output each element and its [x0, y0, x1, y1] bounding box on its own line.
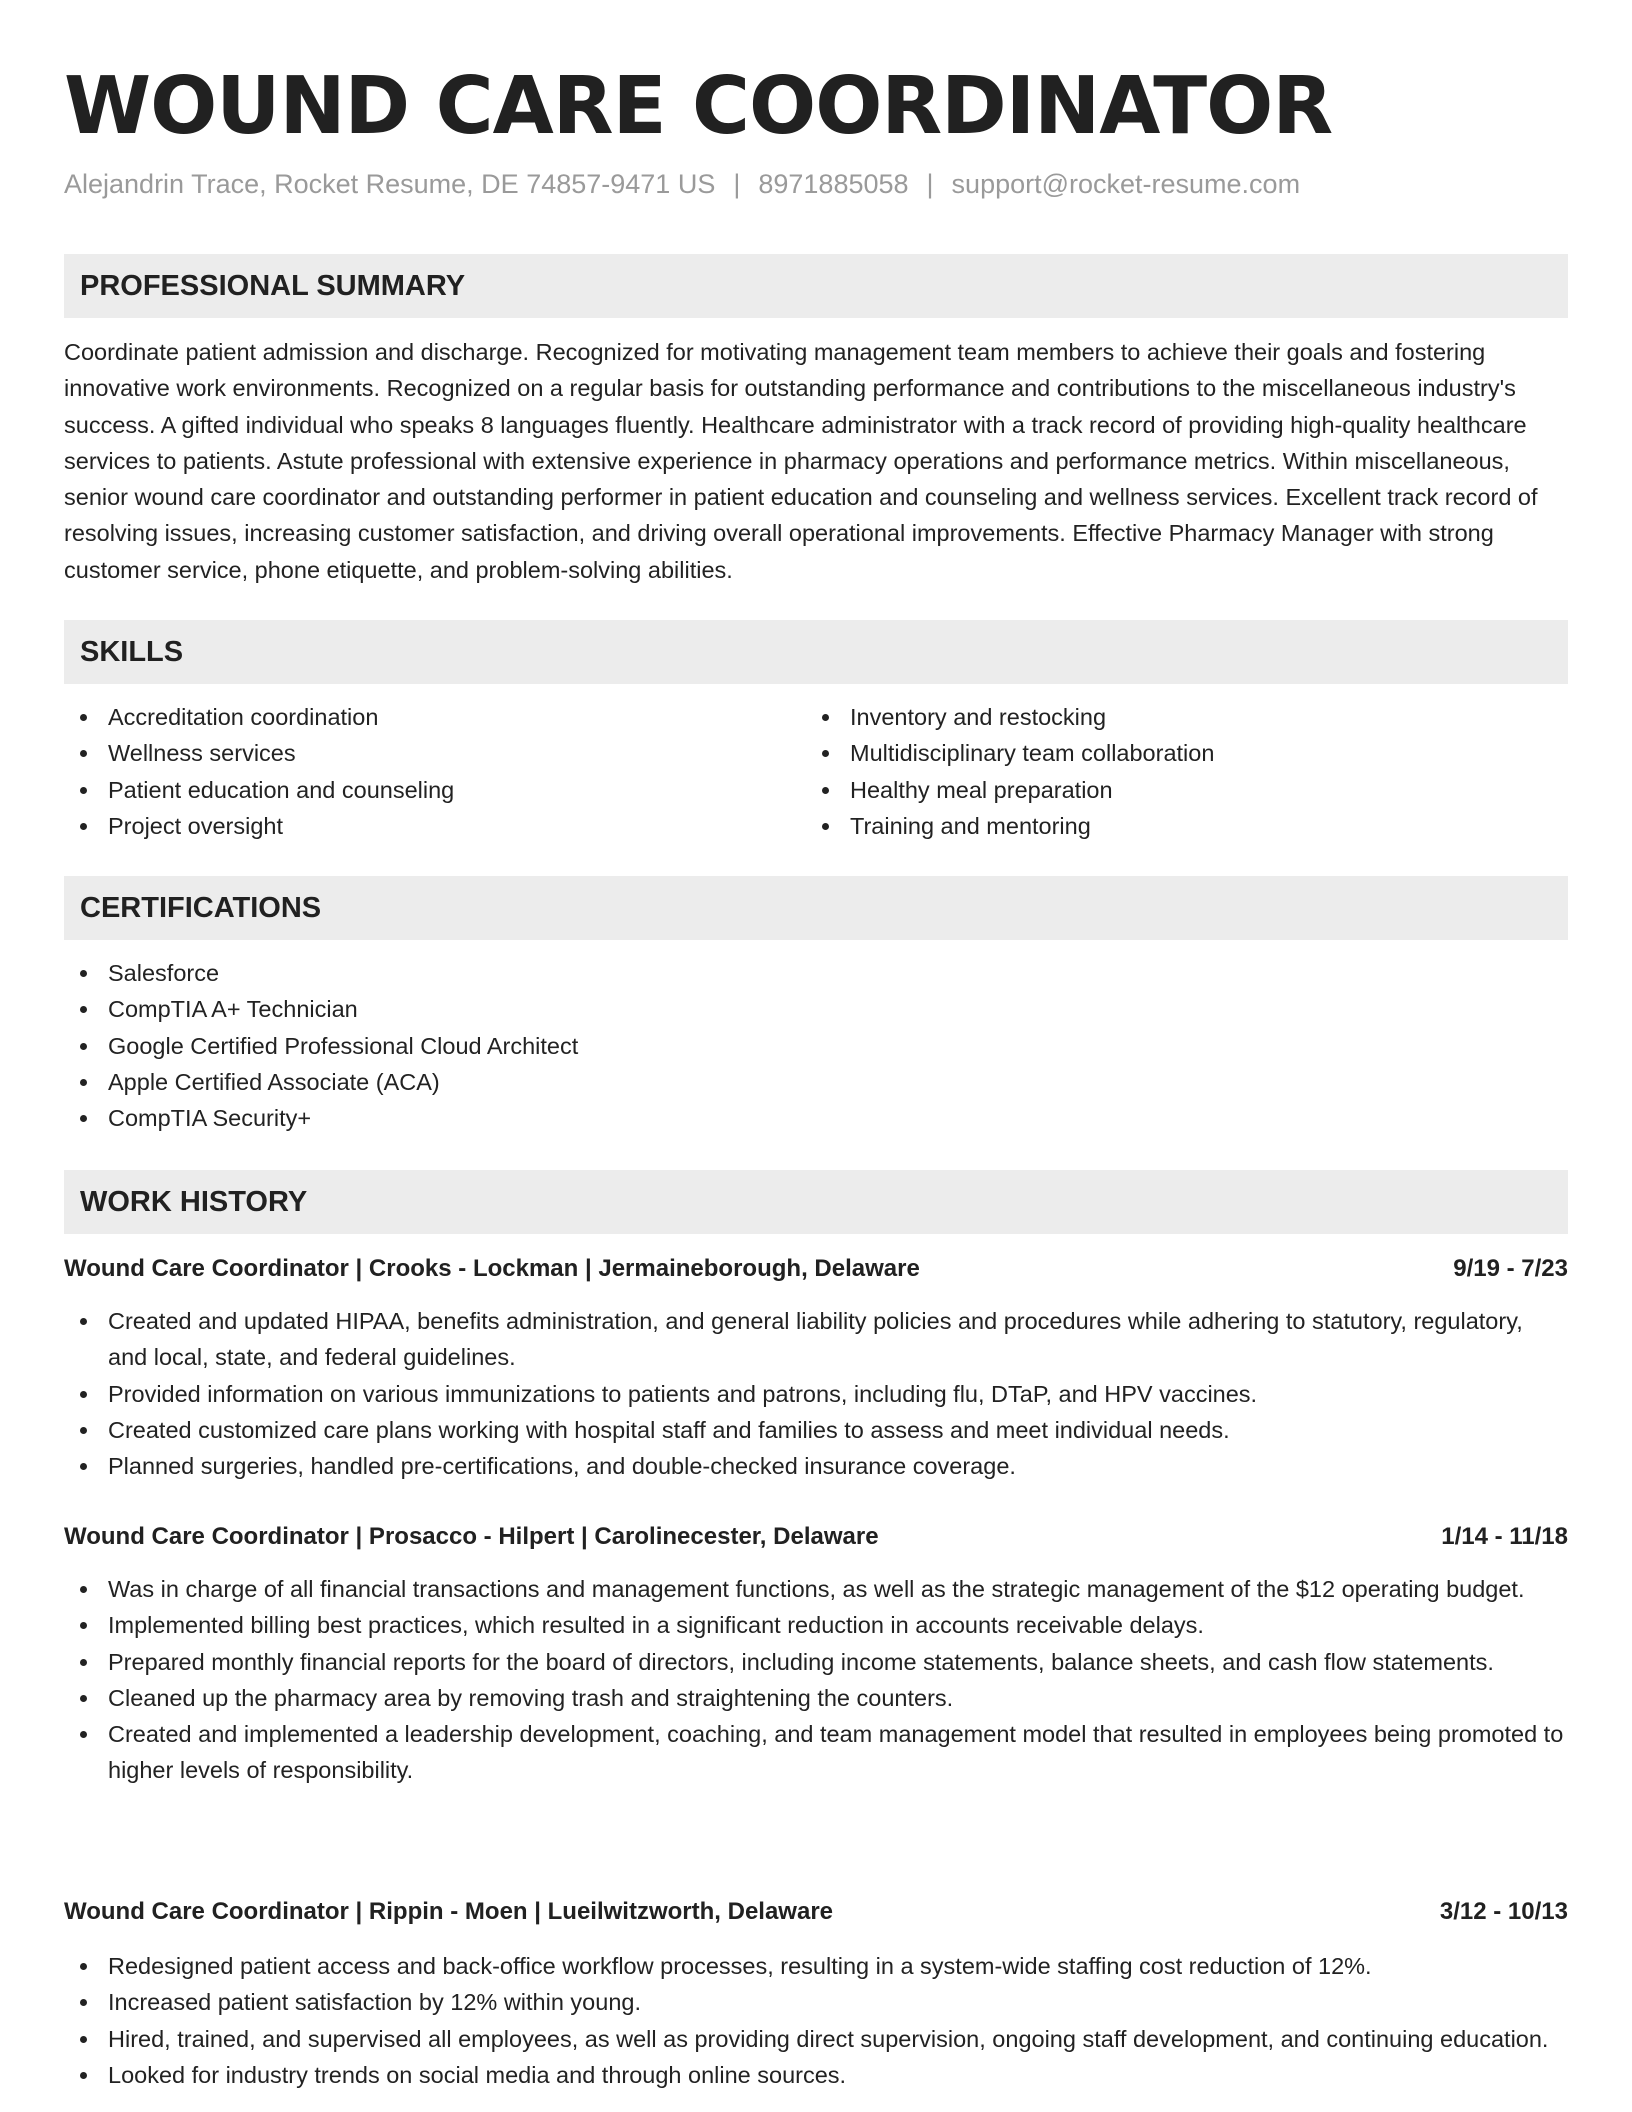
- job-bullet: Increased patient satisfaction by 12% within young.: [64, 1984, 1568, 2020]
- job-title-text: Wound Care Coordinator | Prosacco - Hilpert | Carolinecester, Delaware: [64, 1523, 879, 1550]
- job-bullet: Created customized care plans working with hospital staff and families to assess and meet individual needs.: [64, 1412, 1568, 1448]
- contact-line: [64, 166, 1300, 202]
- job-bullets: [64, 1571, 1568, 1789]
- job-bullet: Created and implemented a leadership development, coaching, and team management model that resulted in employees being promoted to higher levels of responsibility.: [64, 1716, 1568, 1789]
- job-bullet: Redesigned patient access and back-office workflow processes, resulting in a system-wide staffing cost reduction of 12%.: [64, 1948, 1568, 1984]
- resume-name: WOUND CARE COORDINATOR: [64, 60, 1333, 152]
- job-dates: 3/12 - 10/13: [1439, 1898, 1568, 1925]
- certification-item: Apple Certified Associate (ACA): [64, 1064, 1568, 1100]
- job-bullet: Created and updated HIPAA, benefits administration, and general liability policies and procedures while adhering to statutory, regulatory, and local, state, and federal guidelines.: [64, 1303, 1568, 1376]
- skill-item: Project oversight: [64, 808, 804, 844]
- job-heading: [64, 1894, 1568, 1930]
- job-dates: 1/14 - 11/18: [1441, 1523, 1568, 1550]
- contact-phone: 8971885058: [758, 169, 909, 199]
- job-bullets: [64, 1303, 1568, 1484]
- contact-separator: |: [926, 169, 934, 199]
- contact-email: support@rocket-resume.com: [951, 169, 1301, 199]
- skill-item: Healthy meal preparation: [806, 772, 1566, 808]
- job-bullets: [64, 1948, 1568, 2093]
- skill-item: Accreditation coordination: [64, 699, 804, 735]
- skill-item: Wellness services: [64, 735, 804, 771]
- job-bullet: Planned surgeries, handled pre-certifications, and double-checked insurance coverage.: [64, 1448, 1568, 1484]
- skill-item: Multidisciplinary team collaboration: [806, 735, 1566, 771]
- summary-text: Coordinate patient admission and discharge. Recognized for motivating management team members to achieve their goals and fostering innovative work environments. Recognized on a regular basis for outstanding performance and contributions to the miscellaneous industry's success. A gifted individual who speaks 8 languages fluently. Healthcare administrator with a track record of providing high-quality healthcare services to patients. Astute professional with extensive experience in pharmacy operations and performance metrics. Within miscellaneous, senior wound care coordinator and outstanding performer in patient education and counseling and wellness services. Excellent track record of resolving issues, increasing customer satisfaction, and driving overall operational improvements. Effective Pharmacy Manager with strong customer service, phone etiquette, and problem-solving abilities.: [64, 339, 1538, 583]
- job-heading: [64, 1251, 1568, 1287]
- job-bullet: Was in charge of all financial transactions and management functions, as well as the strategic management of the $12 operating budget.: [64, 1571, 1568, 1607]
- certification-item: CompTIA Security+: [64, 1100, 1568, 1136]
- certifications-list: [64, 955, 1568, 1136]
- section-header-work-history: WORK HISTORY: [64, 1170, 1568, 1234]
- job-bullet: Hired, trained, and supervised all employees, as well as providing direct supervision, ongoing staff development, and continuing education.: [64, 2021, 1568, 2057]
- certification-item: Salesforce: [64, 955, 1568, 991]
- skills-list-left: [64, 699, 804, 844]
- section-header-certifications: CERTIFICATIONS: [64, 876, 1568, 940]
- job-heading: [64, 1519, 1568, 1555]
- certification-item: Google Certified Professional Cloud Architect: [64, 1028, 1568, 1064]
- job-bullet: Cleaned up the pharmacy area by removing trash and straightening the counters.: [64, 1680, 1568, 1716]
- job-title-text: Wound Care Coordinator | Crooks - Lockman | Jermaineborough, Delaware: [64, 1255, 920, 1282]
- section-header-summary: PROFESSIONAL SUMMARY: [64, 254, 1568, 318]
- certification-item: CompTIA A+ Technician: [64, 991, 1568, 1027]
- skill-item: Inventory and restocking: [806, 699, 1566, 735]
- job-bullet: Implemented billing best practices, which resulted in a significant reduction in accounts receivable delays.: [64, 1607, 1568, 1643]
- job-dates: 9/19 - 7/23: [1453, 1255, 1568, 1282]
- section-header-skills: SKILLS: [64, 620, 1568, 684]
- job-bullet: Looked for industry trends on social media and through online sources.: [64, 2057, 1568, 2093]
- skills-list-right: [806, 699, 1566, 844]
- job-bullet: Provided information on various immunizations to patients and patrons, including flu, DTaP, and HPV vaccines.: [64, 1376, 1568, 1412]
- contact-separator: |: [733, 169, 741, 199]
- skill-item: Patient education and counseling: [64, 772, 804, 808]
- job-title-text: Wound Care Coordinator | Rippin - Moen | Lueilwitzworth, Delaware: [64, 1898, 834, 1925]
- job-bullet: Prepared monthly financial reports for the board of directors, including income statements, balance sheets, and cash flow statements.: [64, 1644, 1568, 1680]
- contact-address: Alejandrin Trace, Rocket Resume, DE 74857-9471 US: [64, 169, 716, 199]
- skill-item: Training and mentoring: [806, 808, 1566, 844]
